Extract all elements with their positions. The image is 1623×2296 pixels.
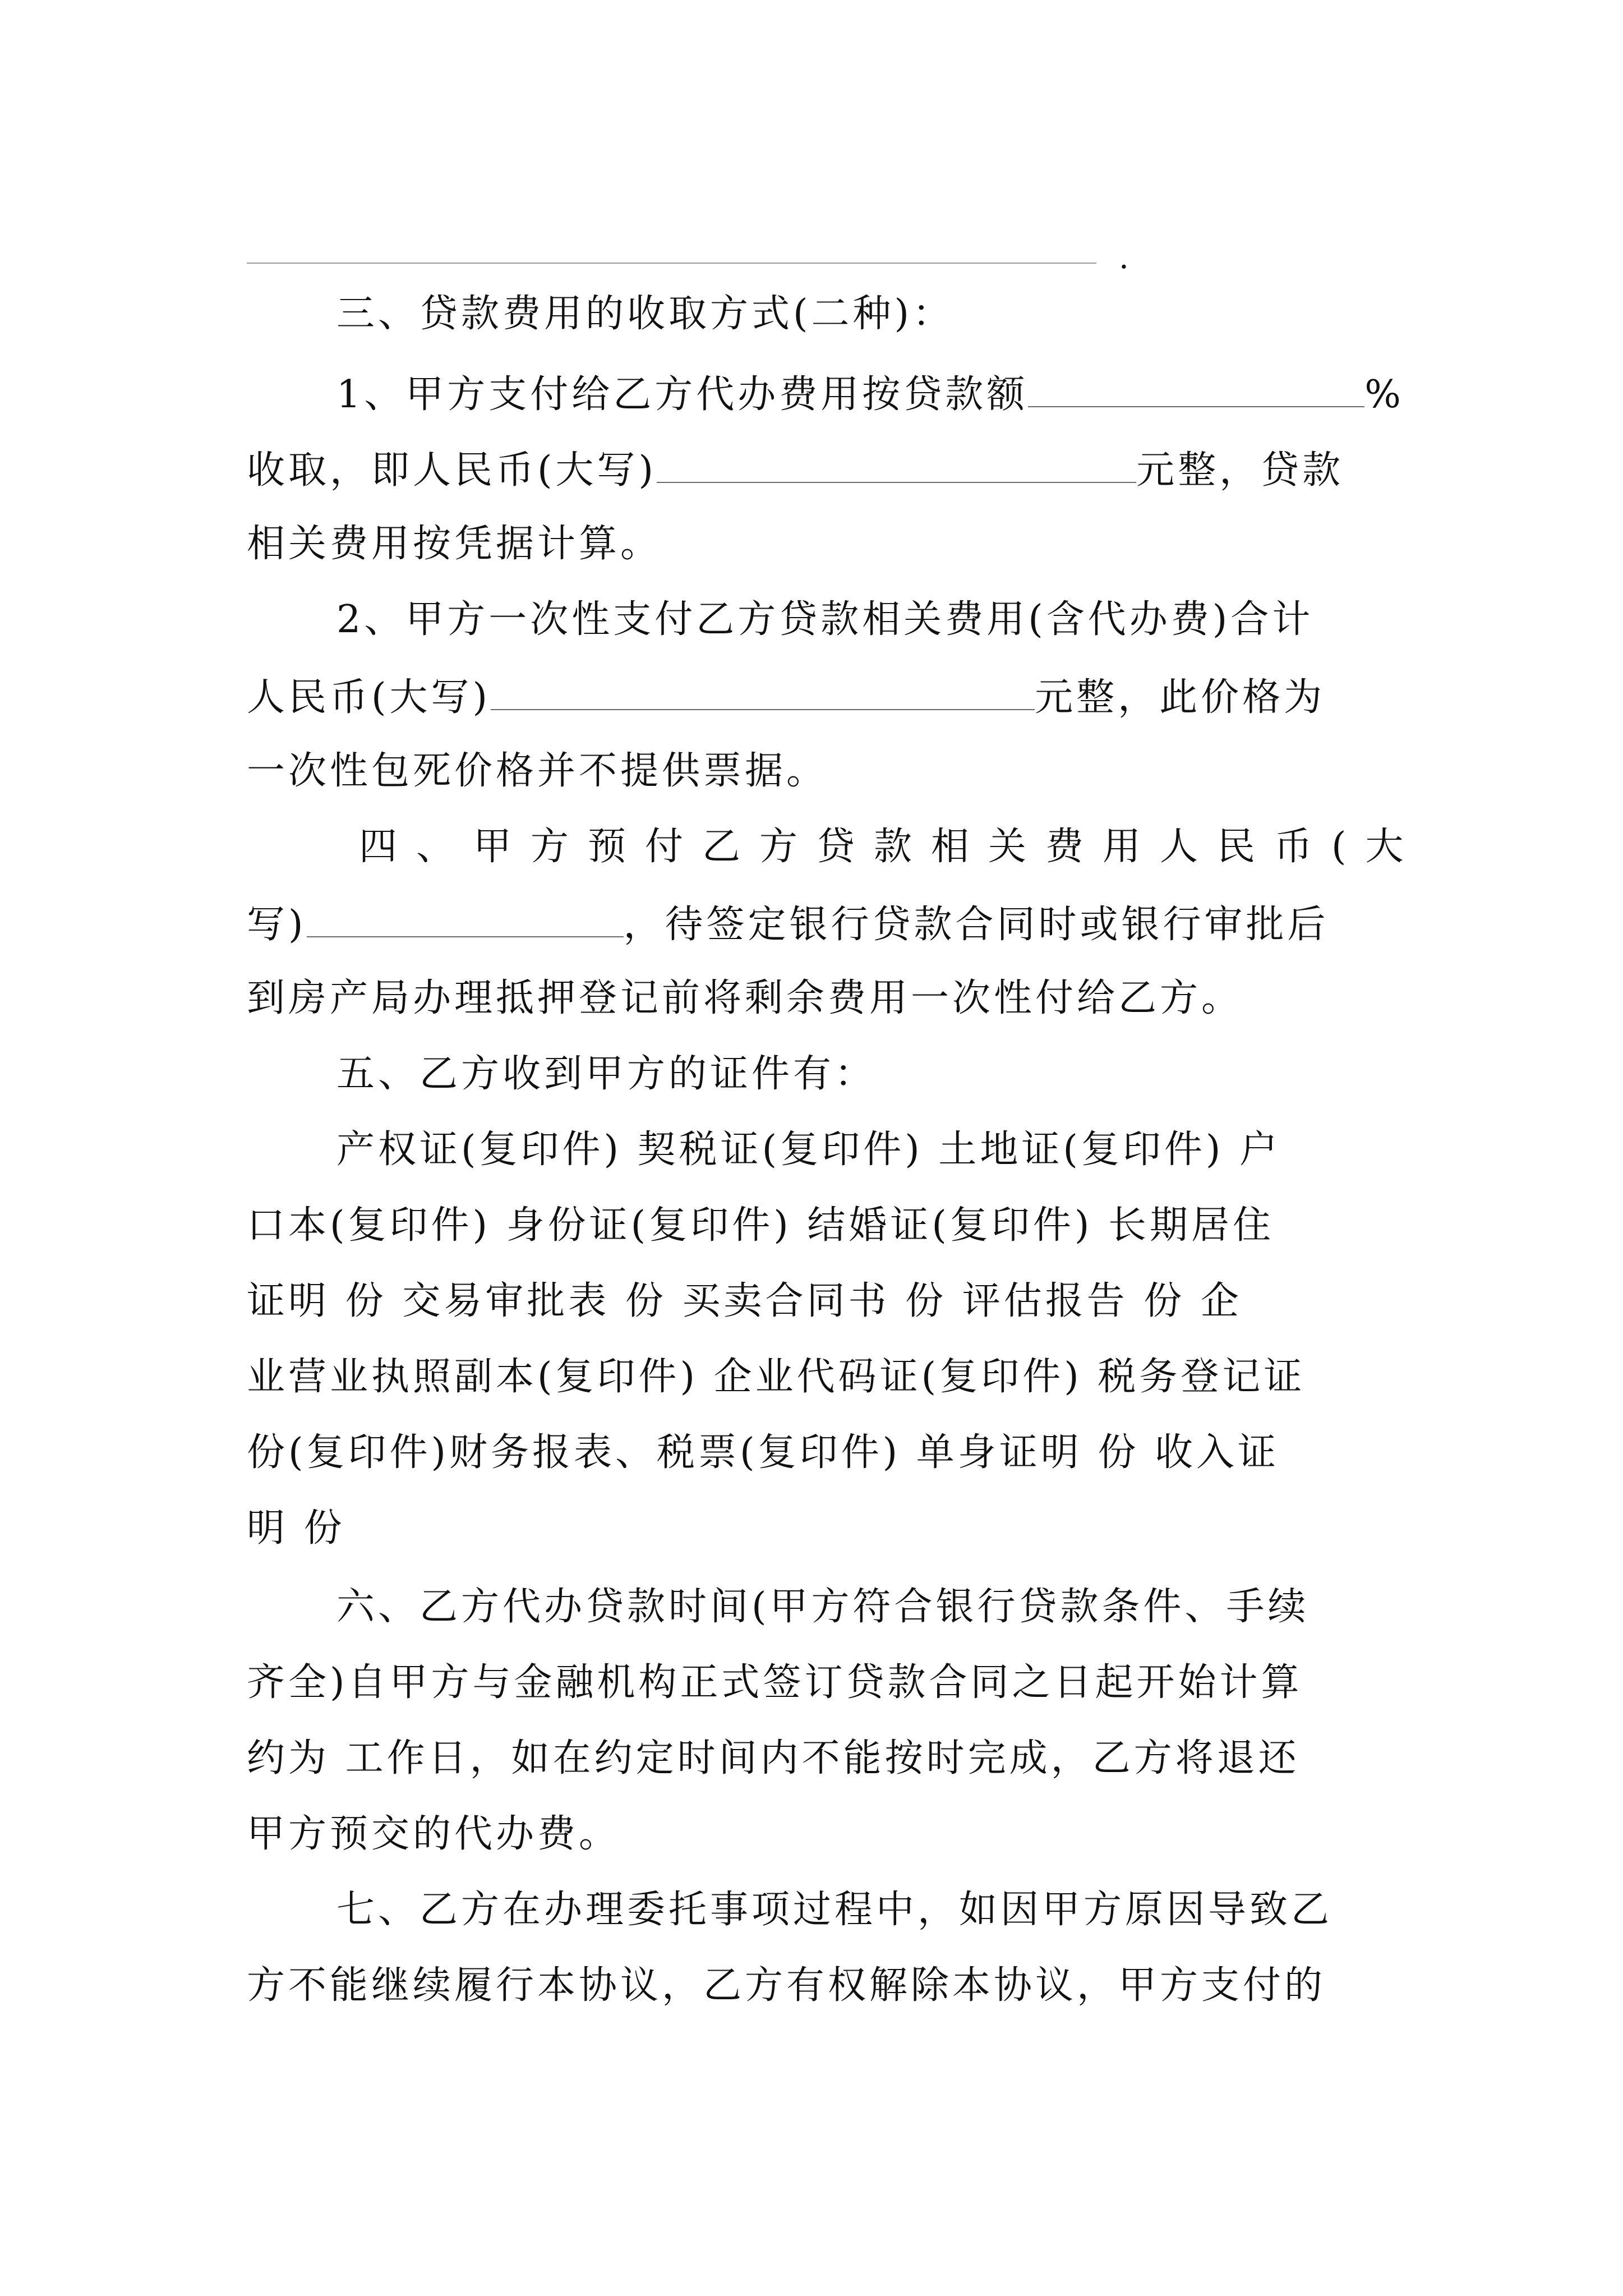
text: 元整，此价格为 <box>1035 675 1326 720</box>
section5-line4: 业营业执照副本(复印件) 企业代码证(复印件) 税务登记证 <box>247 1355 1306 1399</box>
section5-line1: 产权证(复印件) 契税证(复印件) 土地证(复印件) 户 <box>336 1128 1281 1172</box>
section6-line2: 齐全)自甲方与金融机构正式签订贷款合同之日起开始计算 <box>247 1660 1303 1705</box>
section5-line2: 口本(复印件) 身份证(复印件) 结婚证(复印件) 长期居住 <box>247 1203 1275 1248</box>
section5-heading: 五、乙方收到甲方的证件有： <box>336 1052 877 1096</box>
section3-item2-line2 <box>247 673 1391 720</box>
fill-blank <box>491 673 1035 710</box>
section5-line5: 份(复印件)财务报表、税票(复印件) 单身证明 份 收入证 <box>247 1430 1279 1475</box>
text: % <box>1364 372 1404 417</box>
section7-line2: 方不能继续履行本协议，乙方有权解除本协议，甲方支付的 <box>247 1963 1326 2008</box>
section5-line3: 证明 份 交易审批表 份 买卖合同书 份 评估报告 份 企 <box>247 1279 1242 1323</box>
section6-line1: 六、乙方代办贷款时间(甲方符合银行贷款条件、手续 <box>336 1585 1310 1629</box>
section3-item1-line2 <box>247 446 1391 493</box>
section3-heading: 三、贷款费用的收取方式(二种)： <box>336 292 955 336</box>
text: 写) <box>247 903 307 947</box>
section3-item2-line1: 2、甲方一次性支付乙方贷款相关费用(含代办费)合计 <box>336 597 1314 642</box>
text: 1、甲方支付给乙方代办费用按贷款额 <box>336 372 1029 417</box>
section6-line4: 甲方预交的代办费。 <box>247 1812 621 1856</box>
section3-item1-line1 <box>336 370 1404 417</box>
section5-line6: 明 份 <box>247 1506 345 1550</box>
text: 人民币(大写) <box>247 675 491 720</box>
section4-line2 <box>247 900 1391 947</box>
fill-blank <box>657 446 1136 483</box>
section6-line3: 约为 工作日，如在约定时间内不能按时完成，乙方将退还 <box>247 1736 1300 1780</box>
section4-line3: 到房产局办理抵押登记前将剩余费用一次性付给乙方。 <box>247 976 1243 1020</box>
section3-item2-line3: 一次性包死价格并不提供票据。 <box>247 749 828 793</box>
text: 元整，贷款 <box>1136 448 1344 493</box>
top-dot: . <box>1119 240 1129 276</box>
section4-line1: 四、甲方预付乙方贷款相关费用人民币(大 <box>359 825 1423 869</box>
fill-blank <box>1028 370 1364 407</box>
section7-line1: 七、乙方在办理委托事项过程中，如因甲方原因导致乙 <box>336 1888 1333 1932</box>
top-divider-line <box>247 263 1096 264</box>
text: 收取，即人民币(大写) <box>247 448 657 493</box>
text: ，待签定银行贷款合同时或银行审批后 <box>623 903 1329 947</box>
section3-item1-line3: 相关费用按凭据计算。 <box>247 522 662 566</box>
fill-blank <box>307 900 624 937</box>
